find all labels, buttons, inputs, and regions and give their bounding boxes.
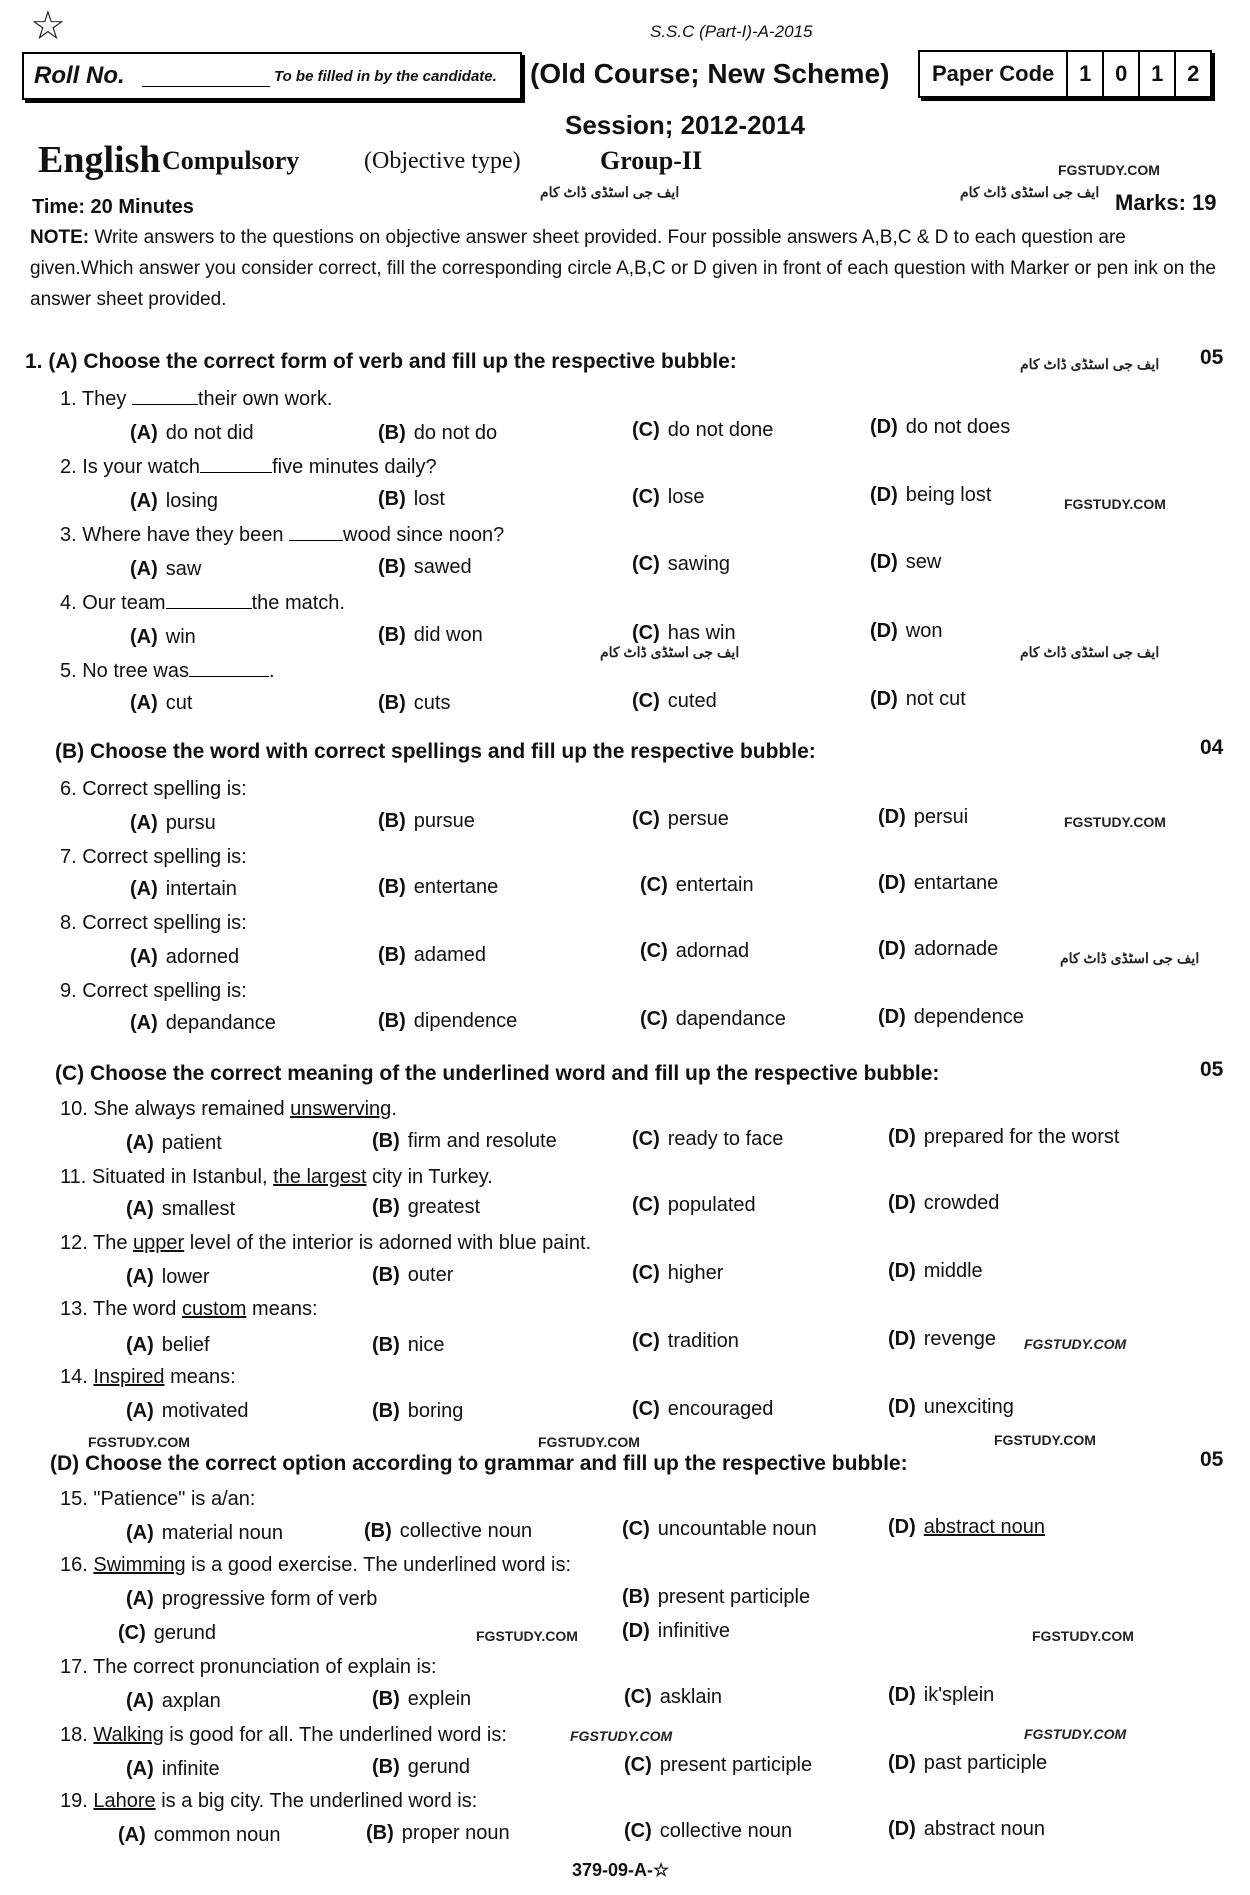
- question-15: 15. "Patience" is a/an:: [60, 1488, 256, 1510]
- time-allowed: Time: 20 Minutes: [32, 196, 194, 218]
- option-d[interactable]: (D) revenge: [888, 1328, 997, 1350]
- watermark: FGSTUDY.COM: [476, 1628, 578, 1644]
- option-b[interactable]: (B) adamed: [378, 944, 487, 966]
- note-text: Write answers to the questions on objective answer sheet provided. Four possible answers A,B,C & D to each question are given.Which answer you consider correct, fill the corresponding circle A,B,C or D given in front of each question with Marker or pen ink on the answer sheet provided.: [30, 227, 1216, 310]
- option-b[interactable]: (B) cuts: [378, 692, 451, 714]
- option-b[interactable]: (B) sawed: [378, 556, 472, 578]
- watermark: FGSTUDY.COM: [1032, 1628, 1134, 1644]
- roll-number-label: Roll No.: [34, 62, 125, 89]
- section-b-marks: 04: [1200, 736, 1224, 759]
- option-d[interactable]: (D) sew: [870, 551, 942, 573]
- option-d[interactable]: (D) entartane: [878, 872, 999, 894]
- option-d[interactable]: (D) ik'splein: [888, 1684, 995, 1706]
- watermark: FGSTUDY.COM: [1024, 1726, 1127, 1742]
- urdu-watermark: ایف جی اسٹڈی ڈاٹ کام: [600, 644, 740, 660]
- option-d[interactable]: (D) persui: [878, 806, 969, 828]
- star-icon: ☆: [30, 4, 66, 48]
- option-a[interactable]: (A) losing: [130, 490, 219, 512]
- question-18: 18. Walking is good for all. The underlined word is:: [60, 1724, 507, 1746]
- option-a[interactable]: (A) intertain: [130, 878, 237, 900]
- option-c[interactable]: (C) collective noun: [624, 1820, 793, 1842]
- question-3: 3. Where have they been wood since noon?: [60, 524, 505, 546]
- option-c[interactable]: (C) sawing: [632, 553, 731, 575]
- option-b[interactable]: (B) explein: [372, 1688, 472, 1710]
- urdu-watermark: ایف جی اسٹڈی ڈاٹ کام: [960, 184, 1100, 200]
- watermark: FGSTUDY.COM: [1064, 496, 1166, 512]
- option-d[interactable]: (D) dependence: [878, 1006, 1024, 1028]
- option-d[interactable]: (D) infinitive: [622, 1620, 731, 1642]
- roll-number-note: To be filled in by the candidate.: [274, 68, 497, 85]
- option-c[interactable]: (C) encouraged: [632, 1398, 774, 1420]
- option-a[interactable]: (A) adorned: [130, 946, 240, 968]
- watermark: FGSTUDY.COM: [88, 1434, 190, 1450]
- option-b[interactable]: (B) did won: [378, 624, 483, 646]
- option-a[interactable]: (A) belief: [126, 1334, 210, 1356]
- paper-code-label: Paper Code: [920, 52, 1068, 96]
- objective-type: (Objective type): [364, 148, 521, 174]
- option-a[interactable]: (A) axplan: [126, 1690, 221, 1712]
- option-d[interactable]: (D) not cut: [870, 688, 966, 710]
- roll-number-line[interactable]: [142, 86, 270, 87]
- paper-code-digit: 2: [1187, 61, 1200, 86]
- option-a[interactable]: (A) material noun: [126, 1522, 283, 1544]
- option-b[interactable]: (B) present participle: [622, 1586, 811, 1608]
- option-b[interactable]: (B) greatest: [372, 1196, 481, 1218]
- watermark: FGSTUDY.COM: [1024, 1336, 1127, 1352]
- question-2: 2. Is your watch five minutes daily?: [60, 456, 437, 478]
- section-c-marks: 05: [1200, 1058, 1224, 1081]
- option-b[interactable]: (B) gerund: [372, 1756, 471, 1778]
- option-c[interactable]: (C) entertain: [640, 874, 754, 896]
- watermark: FGSTUDY.COM: [570, 1728, 673, 1744]
- option-a[interactable]: (A) pursu: [130, 812, 216, 834]
- question-19: 19. Lahore is a big city. The underlined word is:: [60, 1790, 478, 1812]
- option-c[interactable]: (C) dapendance: [640, 1008, 786, 1030]
- section-d-title: (D) Choose the correct option according to grammar and fill up the respective bubble:: [50, 1452, 908, 1475]
- option-a[interactable]: (A) depandance: [130, 1012, 276, 1034]
- option-a[interactable]: (A) patient: [126, 1132, 222, 1154]
- option-d[interactable]: (D) crowded: [888, 1192, 1000, 1214]
- option-d[interactable]: (D) abstract noun: [888, 1516, 1045, 1538]
- section-a-marks: 05: [1200, 346, 1224, 369]
- subject-title: English: [38, 139, 161, 181]
- option-d[interactable]: (D) do not does: [870, 416, 1011, 438]
- option-d[interactable]: (D) adornade: [878, 938, 999, 960]
- option-c[interactable]: (C) cuted: [632, 690, 717, 712]
- paper-code-digit: 1: [1140, 52, 1176, 96]
- question-1: 1. They their own work.: [60, 388, 333, 410]
- section-c-title: (C) Choose the correct meaning of the underlined word and fill up the respective bubble:: [55, 1062, 940, 1085]
- exam-reference: S.S.C (Part-I)-A-2015: [650, 22, 813, 41]
- option-c[interactable]: (C) persue: [632, 808, 729, 830]
- option-c[interactable]: (C) adornad: [640, 940, 750, 962]
- option-d[interactable]: (D) unexciting: [888, 1396, 1014, 1418]
- subject-type: Compulsory: [162, 146, 300, 175]
- question-17: 17. The correct pronunciation of explain is:: [60, 1656, 437, 1678]
- roll-number-box: [22, 52, 522, 100]
- course-scheme: (Old Course; New Scheme): [530, 58, 890, 89]
- watermark: FGSTUDY.COM: [994, 1432, 1096, 1448]
- option-b[interactable]: (B) dipendence: [378, 1010, 518, 1032]
- paper-code-box: [918, 50, 1212, 98]
- option-d[interactable]: (D) being lost: [870, 484, 992, 506]
- watermark: FGSTUDY.COM: [1058, 162, 1160, 178]
- option-a[interactable]: (A) common noun: [118, 1824, 281, 1846]
- note-label: NOTE:: [30, 227, 90, 248]
- question-10: 10. She always remained unswerving.: [60, 1098, 397, 1120]
- option-a[interactable]: (A) infinite: [126, 1758, 220, 1780]
- option-c[interactable]: (C) do not done: [632, 419, 774, 441]
- footer-code: 379-09-A-☆: [572, 1860, 670, 1880]
- instructions-note: [30, 222, 1220, 315]
- option-b[interactable]: (B) firm and resolute: [372, 1130, 557, 1152]
- question-13: 13. The word custom means:: [60, 1298, 318, 1320]
- option-b[interactable]: (B) collective noun: [364, 1520, 533, 1542]
- option-c[interactable]: (C) gerund: [118, 1622, 217, 1644]
- option-a[interactable]: (A) lower: [126, 1266, 210, 1288]
- option-c[interactable]: (C) populated: [632, 1194, 756, 1216]
- option-b[interactable]: (B) pursue: [378, 810, 475, 832]
- option-a[interactable]: (A) cut: [130, 692, 193, 714]
- question-6: 6. Correct spelling is:: [60, 778, 247, 800]
- section-b-title: (B) Choose the word with correct spellings and fill up the respective bubble:: [55, 740, 816, 763]
- option-d[interactable]: (D) past participle: [888, 1752, 1048, 1774]
- group-label: Group-II: [600, 146, 703, 175]
- urdu-watermark: ایف جی اسٹڈی ڈاٹ کام: [540, 184, 680, 200]
- watermark: FGSTUDY.COM: [1064, 814, 1166, 830]
- option-d[interactable]: (D) prepared for the worst: [888, 1126, 1120, 1148]
- paper-code-digit: 0: [1104, 52, 1140, 96]
- option-a[interactable]: (A) do not did: [130, 422, 254, 444]
- option-a[interactable]: (A) motivated: [126, 1400, 249, 1422]
- option-b[interactable]: (B) proper noun: [366, 1822, 510, 1844]
- paper-code-digit: 1: [1068, 52, 1104, 96]
- option-a[interactable]: (A) win: [130, 626, 196, 648]
- section-a-title: 1. (A) Choose the correct form of verb and fill up the respective bubble:: [25, 350, 737, 373]
- option-c[interactable]: (C) tradition: [632, 1330, 739, 1352]
- total-marks: Marks: 19: [1115, 190, 1217, 215]
- option-b[interactable]: (B) boring: [372, 1400, 464, 1422]
- option-b[interactable]: (B) entertane: [378, 876, 499, 898]
- option-b[interactable]: (B) lost: [378, 488, 445, 510]
- option-b[interactable]: (B) do not do: [378, 422, 498, 444]
- watermark: FGSTUDY.COM: [538, 1434, 640, 1450]
- option-d[interactable]: (D) won: [870, 620, 943, 642]
- option-c[interactable]: (C) ready to face: [632, 1128, 784, 1150]
- question-9: 9. Correct spelling is:: [60, 980, 247, 1002]
- question-5: 5. No tree was .: [60, 660, 275, 682]
- question-8: 8. Correct spelling is:: [60, 912, 247, 934]
- urdu-watermark: ایف جی اسٹڈی ڈاٹ کام: [1060, 950, 1200, 966]
- option-c[interactable]: (C) present participle: [624, 1754, 813, 1776]
- option-c[interactable]: (C) uncountable noun: [622, 1518, 817, 1540]
- option-d[interactable]: (D) abstract noun: [888, 1818, 1045, 1840]
- option-a[interactable]: (A) smallest: [126, 1198, 236, 1220]
- session: Session; 2012-2014: [565, 110, 805, 140]
- option-c[interactable]: (C) has win: [632, 622, 736, 644]
- question-7: 7. Correct spelling is:: [60, 846, 247, 868]
- question-14: 14. Inspired means:: [60, 1366, 236, 1388]
- question-4: 4. Our team the match.: [60, 592, 345, 614]
- urdu-watermark: ایف جی اسٹڈی ڈاٹ کام: [1020, 356, 1160, 372]
- question-11: 11. Situated in Istanbul, the largest city in Turkey.: [60, 1166, 493, 1188]
- question-12: 12. The upper level of the interior is adorned with blue paint.: [60, 1232, 592, 1254]
- option-b[interactable]: (B) nice: [372, 1334, 445, 1356]
- option-c[interactable]: (C) asklain: [624, 1686, 723, 1708]
- option-d[interactable]: (D) middle: [888, 1260, 983, 1282]
- option-a[interactable]: (A) saw: [130, 558, 202, 580]
- section-d-marks: 05: [1200, 1448, 1224, 1471]
- option-c[interactable]: (C) lose: [632, 486, 705, 508]
- option-b[interactable]: (B) outer: [372, 1264, 454, 1286]
- urdu-watermark: ایف جی اسٹڈی ڈاٹ کام: [1020, 644, 1160, 660]
- question-16: 16. Swimming is a good exercise. The underlined word is:: [60, 1554, 572, 1576]
- option-c[interactable]: (C) higher: [632, 1262, 724, 1284]
- option-a[interactable]: (A) progressive form of verb: [126, 1588, 378, 1610]
